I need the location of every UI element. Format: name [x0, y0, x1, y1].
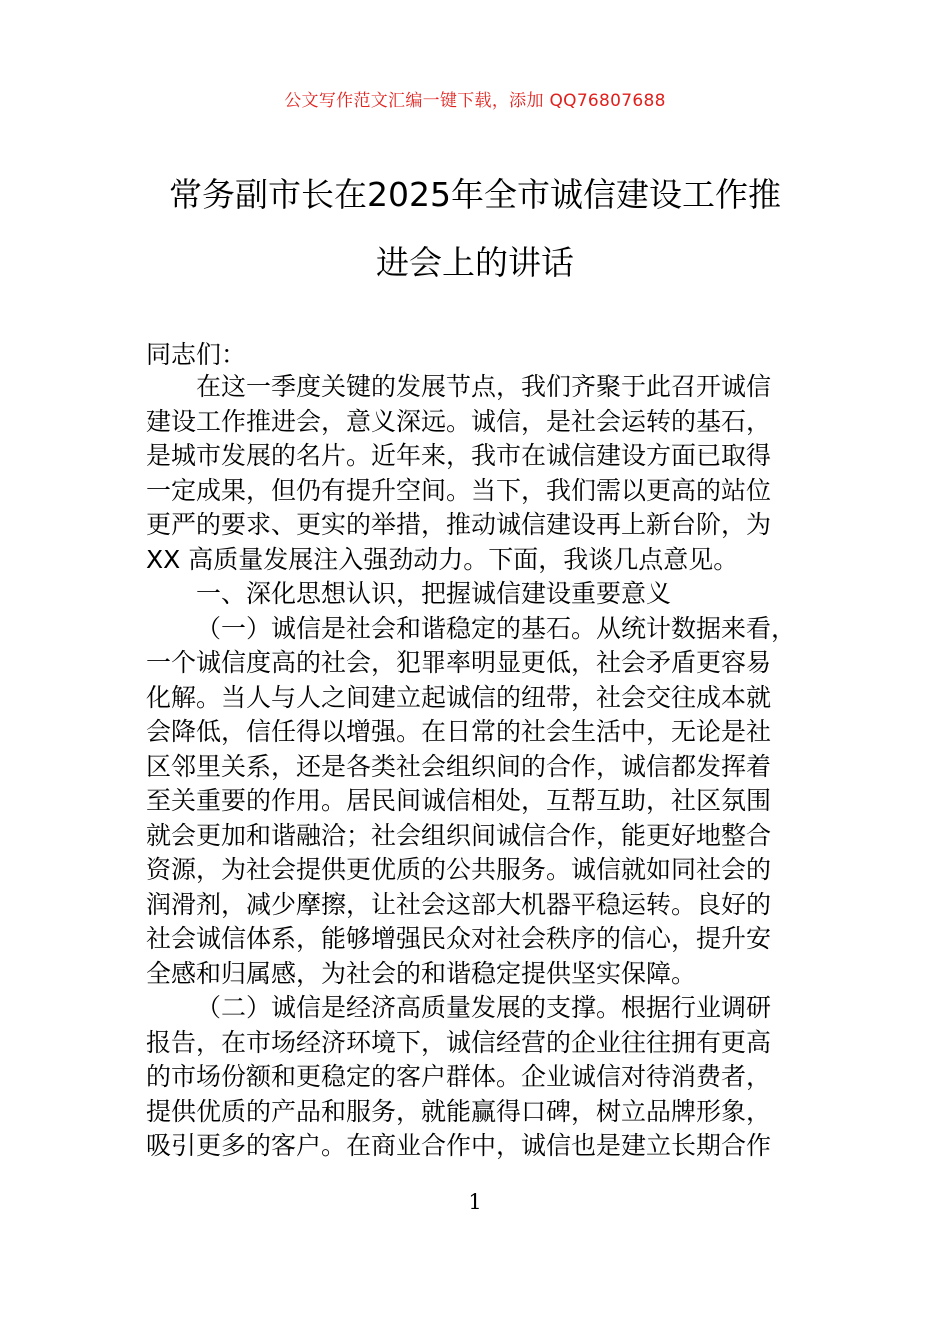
- title-line-2: 进会上的讲话: [376, 243, 574, 282]
- body-line: 会降低，信任得以增强。在日常的社会生活中，无论是社: [146, 717, 772, 746]
- body-line: 化解。当人与人之间建立起诚信的纽带，社会交往成本就: [146, 683, 772, 712]
- body-line: 一定成果，但仍有提升空间。当下，我们需以更高的站位: [146, 476, 772, 505]
- body-line: 全感和归属感，为社会的和谐稳定提供坚实保障。: [146, 959, 697, 988]
- body-line: 报告，在市场经济环境下，诚信经营的企业往往拥有更高: [146, 1028, 772, 1057]
- body-line: 一个诚信度高的社会，犯罪率明显更低，社会矛盾更容易: [146, 648, 772, 677]
- body-line: 社会诚信体系，能够增强民众对社会秩序的信心，提升安: [146, 924, 772, 953]
- body-line: 在这一季度关键的发展节点，我们齐聚于此召开诚信: [196, 372, 772, 401]
- body-line: 更严的要求、更实的举措，推动诚信建设再上新台阶，为: [146, 510, 772, 539]
- section-heading: 一、深化思想认识，把握诚信建设重要意义: [196, 579, 672, 608]
- title-line-1: 常务副市长在2025年全市诚信建设工作推: [169, 175, 781, 214]
- body-line: 提供优质的产品和服务，就能赢得口碑，树立品牌形象，: [146, 1097, 772, 1126]
- body-line: 区邻里关系，还是各类社会组织间的合作，诚信都发挥着: [146, 752, 772, 781]
- body-line: 是城市发展的名片。近年来，我市在诚信建设方面已取得: [146, 441, 772, 470]
- body-line: 的市场份额和更稳定的客户群体。企业诚信对待消费者，: [146, 1062, 772, 1091]
- body-line: 润滑剂，减少摩擦，让社会这部大机器平稳运转。良好的: [146, 890, 772, 919]
- subsection-heading: （二）诚信是经济高质量发展的支撑。根据行业调研: [196, 993, 772, 1022]
- subsection-heading: （一）诚信是社会和谐稳定的基石。从统计数据来看，: [196, 614, 797, 643]
- body-line: XX 高质量发展注入强劲动力。下面，我谈几点意见。: [146, 545, 739, 574]
- body-line: 建设工作推进会，意义深远。诚信，是社会运转的基石，: [146, 407, 772, 436]
- page-number: 1: [468, 1190, 482, 1214]
- body-line: 资源，为社会提供更优质的公共服务。诚信就如同社会的: [146, 855, 772, 884]
- body-line: 吸引更多的客户。在商业合作中，诚信也是建立长期合作: [146, 1131, 772, 1160]
- body-line: 至关重要的作用。居民间诚信相处，互帮互助，社区氛围: [146, 786, 772, 815]
- body-line: 就会更加和谐融洽；社会组织间诚信合作，能更好地整合: [146, 821, 772, 850]
- salutation: 同志们：: [146, 340, 247, 369]
- watermark-header: 公文写作范文汇编一键下载，添加 QQ76807688: [284, 91, 666, 111]
